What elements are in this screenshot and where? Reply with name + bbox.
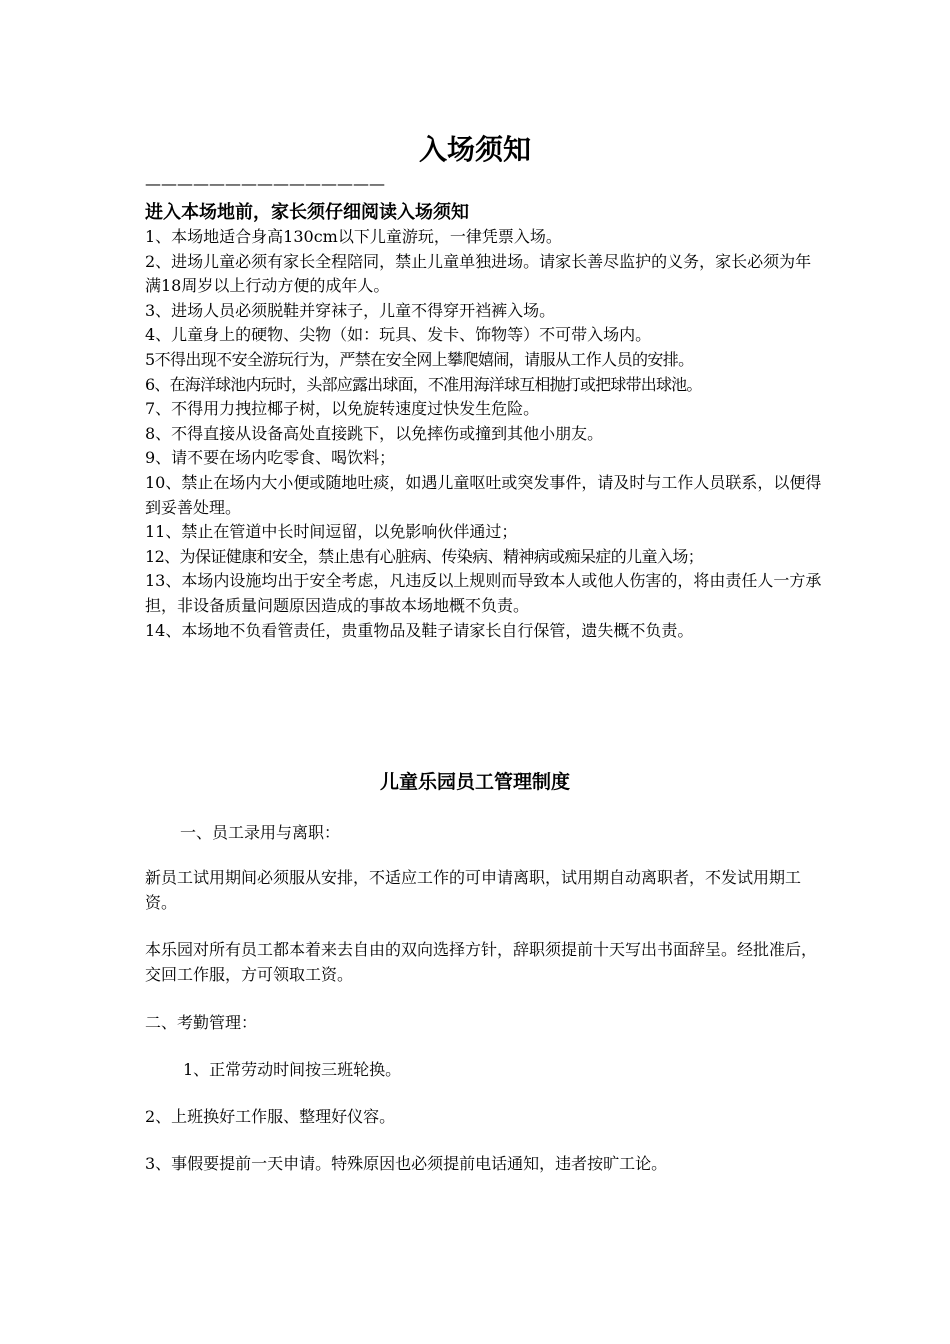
section1-paragraph: 本乐园对所有员工都本着来去自由的双向选择方针，辞职须提前十天写出书面辞呈。经批准后，交回工作服，方可领取工资。	[145, 940, 818, 984]
rule-item: 2、进场儿童必须有家长全程陪同，禁止儿童单独进场。请家长善尽监护的义务，家长必须为年满18周岁以上行动方便的成年人。	[145, 251, 812, 296]
rule-item: 10、禁止在场内大小便或随地吐痰，如遇儿童呕吐或突发事件，请及时与工作人员联系，以便得到妥善处理。	[145, 472, 822, 517]
section2-item: 3、事假要提前一天申请。特殊原因也必须提前电话通知，违者按旷工论。	[145, 1154, 668, 1173]
staff-title: 儿童乐园员工管理制度	[379, 771, 570, 793]
rule-item: 5不得出现不安全游玩行为，严禁在安全网上攀爬嬉闹，请服从工作人员的安排。	[145, 349, 694, 369]
rule-item: 4、儿童身上的硬物、尖物（如：玩具、发卡、饰物等）不可带入场内。	[145, 325, 652, 345]
section1-paragraph: 新员工试用期间必须服从安排，不适应工作的可申请离职，试用期自动离职者，不发试用期工资。	[145, 868, 802, 912]
notice-title: 入场须知	[418, 133, 531, 166]
section2-item: 1、正常劳动时间按三班轮换。	[183, 1060, 402, 1079]
section1-heading: 一、员工录用与离职：	[180, 823, 341, 842]
rule-item: 1、本场地适合身高130cm以下儿童游玩，一律凭票入场。	[145, 227, 562, 246]
rule-item: 7、不得用力拽拉椰子树，以免旋转速度过快发生危险。	[145, 399, 540, 419]
notice-rules-list	[145, 225, 825, 643]
rule-item: 3、进场人员必须脱鞋并穿袜子，儿童不得穿开裆裤入场。	[145, 300, 556, 320]
rule-item: 6、在海洋球池内玩时，头部应露出球面，不准用海洋球互相抛打或把球带出球池。	[145, 374, 702, 394]
rule-item: 14、本场地不负看管责任，贵重物品及鞋子请家长自行保管，遗失概不负责。	[145, 620, 694, 640]
section2-heading: 二、考勤管理：	[145, 1013, 258, 1032]
rule-item: 13、本场内设施均出于安全考虑，凡违反以上规则而导致本人或他人伤害的，将由责任人一方承担，非设备质量问题原因造成的事故本场地概不负责。	[145, 571, 822, 615]
rule-item: 12、为保证健康和安全，禁止患有心脏病、传染病、精神病或痴呆症的儿童入场；	[145, 546, 704, 566]
section2-item: 2、上班换好工作服、整理好仪容。	[145, 1107, 396, 1126]
rule-item: 8、不得直接从设备高处直接跳下，以免摔伤或撞到其他小朋友。	[145, 423, 604, 443]
notice-divider: ———————————————	[145, 174, 385, 193]
rule-item: 9、请不要在场内吃零食、喝饮料；	[145, 448, 396, 468]
rule-item: 11、禁止在管道中长时间逗留，以免影响伙伴通过；	[145, 522, 518, 542]
notice-subtitle: 进入本场地前，家长须仔细阅读入场须知	[145, 202, 469, 223]
